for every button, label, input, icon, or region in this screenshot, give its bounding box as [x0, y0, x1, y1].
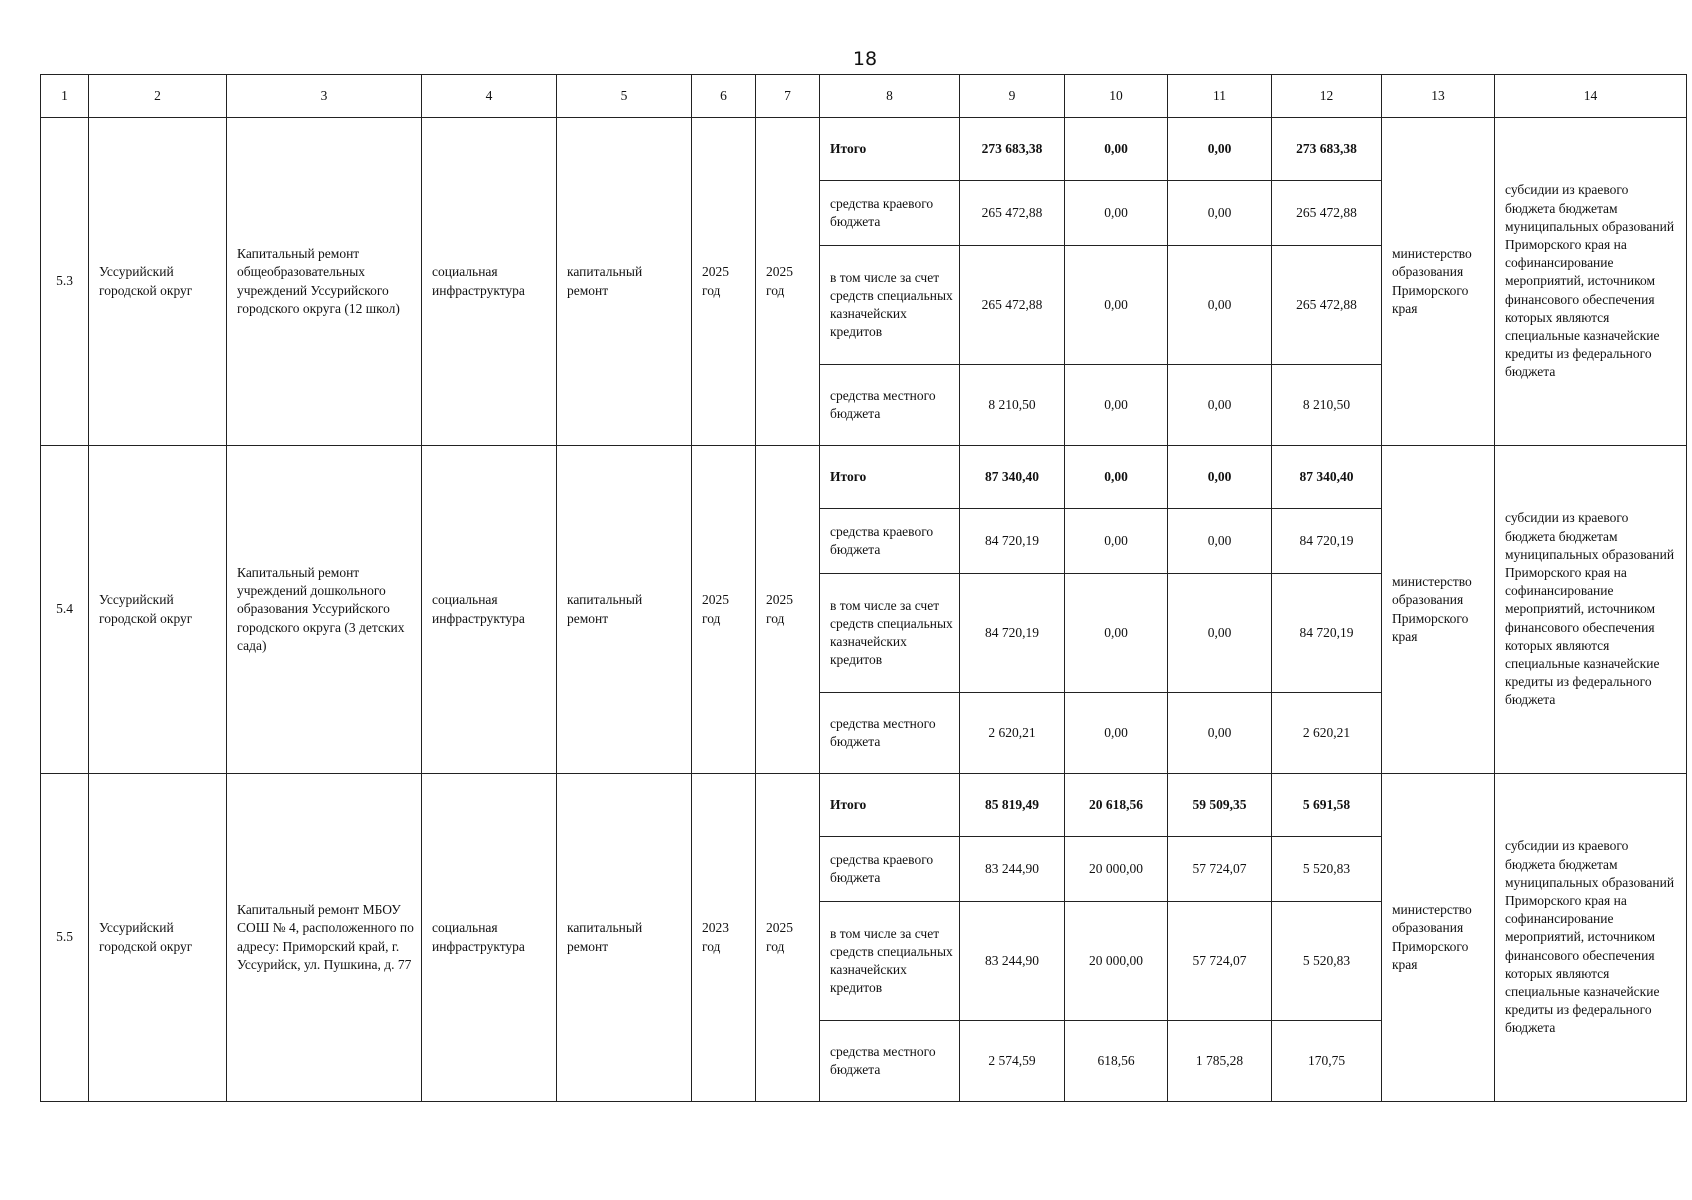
funding-total: 2 620,21	[960, 693, 1065, 774]
funding-total: 83 244,90	[960, 902, 1065, 1021]
funding-2024: 1 785,28	[1168, 1021, 1272, 1102]
municipality: Уссурийский городской округ	[89, 446, 227, 774]
column-header: 12	[1272, 75, 1382, 118]
column-header: 5	[557, 75, 692, 118]
funding-source-label: в том числе за счет средств специальных казначейских кредитов	[820, 246, 960, 365]
funding-2024: 57 724,07	[1168, 837, 1272, 902]
funding-2023: 0,00	[1065, 365, 1168, 446]
funding-2023: 0,00	[1065, 574, 1168, 693]
column-header: 13	[1382, 75, 1495, 118]
funding-2025: 87 340,40	[1272, 446, 1382, 509]
funding-2023: 0,00	[1065, 181, 1168, 246]
object-name: Капитальный ремонт МБОУ СОШ № 4, расположенного по адресу: Приморский край, г. Уссурийск, ул. Пушкина, д. 77	[227, 774, 422, 1102]
funding-2025: 273 683,38	[1272, 118, 1382, 181]
funding-2024: 0,00	[1168, 509, 1272, 574]
column-header: 1	[41, 75, 89, 118]
object-name: Капитальный ремонт общеобразовательных учреждений Уссурийского городского округа (12 школ)	[227, 118, 422, 446]
funding-2025: 84 720,19	[1272, 574, 1382, 693]
funding-2025: 5 691,58	[1272, 774, 1382, 837]
funding-note: субсидии из краевого бюджета бюджетам муниципальных образований Приморского края на софинансирование мероприятий, источником финансового обеспечения которых являются специальные казначейские кредиты из федерального бюджета	[1495, 774, 1687, 1102]
funding-note: субсидии из краевого бюджета бюджетам муниципальных образований Приморского края на софинансирование мероприятий, источником финансового обеспечения которых являются специальные казначейские кредиты из федерального бюджета	[1495, 446, 1687, 774]
column-header: 4	[422, 75, 557, 118]
year-start: 2023 год	[692, 774, 756, 1102]
funding-2023: 0,00	[1065, 693, 1168, 774]
sphere: социальная инфраструктура	[422, 774, 557, 1102]
column-header: 2	[89, 75, 227, 118]
item-number: 5.4	[41, 446, 89, 774]
funding-2025: 170,75	[1272, 1021, 1382, 1102]
funding-2024: 0,00	[1168, 574, 1272, 693]
year-end: 2025 год	[756, 118, 820, 446]
funding-source-label: в том числе за счет средств специальных казначейских кредитов	[820, 574, 960, 693]
sphere: социальная инфраструктура	[422, 446, 557, 774]
column-header: 14	[1495, 75, 1687, 118]
funding-2023: 0,00	[1065, 246, 1168, 365]
funding-2025: 265 472,88	[1272, 246, 1382, 365]
funding-2025: 5 520,83	[1272, 902, 1382, 1021]
funding-2023: 0,00	[1065, 446, 1168, 509]
item-number: 5.5	[41, 774, 89, 1102]
funding-total: 2 574,59	[960, 1021, 1065, 1102]
funding-total: 83 244,90	[960, 837, 1065, 902]
table-row	[41, 118, 1687, 181]
funding-source-label: Итого	[820, 118, 960, 181]
year-start: 2025 год	[692, 446, 756, 774]
funding-2024: 0,00	[1168, 693, 1272, 774]
column-number-row	[41, 75, 1687, 118]
funding-total: 85 819,49	[960, 774, 1065, 837]
funding-note: субсидии из краевого бюджета бюджетам муниципальных образований Приморского края на софинансирование мероприятий, источником финансового обеспечения которых являются специальные казначейские кредиты из федерального бюджета	[1495, 118, 1687, 446]
work-type: капитальный ремонт	[557, 118, 692, 446]
funding-2023: 0,00	[1065, 118, 1168, 181]
funding-2025: 265 472,88	[1272, 181, 1382, 246]
funding-2025: 2 620,21	[1272, 693, 1382, 774]
funding-source-label: средства краевого бюджета	[820, 837, 960, 902]
municipality: Уссурийский городской округ	[89, 774, 227, 1102]
funding-2024: 0,00	[1168, 246, 1272, 365]
funding-2024: 59 509,35	[1168, 774, 1272, 837]
table-row	[41, 446, 1687, 509]
column-header: 11	[1168, 75, 1272, 118]
item-number: 5.3	[41, 118, 89, 446]
funding-total: 265 472,88	[960, 246, 1065, 365]
funding-source-label: Итого	[820, 446, 960, 509]
funding-2023: 20 618,56	[1065, 774, 1168, 837]
responsible-body: министерство образования Приморского края	[1382, 774, 1495, 1102]
table-row	[41, 774, 1687, 837]
funding-source-label: средства краевого бюджета	[820, 509, 960, 574]
municipality: Уссурийский городской округ	[89, 118, 227, 446]
funding-2025: 8 210,50	[1272, 365, 1382, 446]
sphere: социальная инфраструктура	[422, 118, 557, 446]
funding-2024: 57 724,07	[1168, 902, 1272, 1021]
funding-total: 273 683,38	[960, 118, 1065, 181]
funding-source-label: в том числе за счет средств специальных казначейских кредитов	[820, 902, 960, 1021]
funding-source-label: средства местного бюджета	[820, 693, 960, 774]
funding-2024: 0,00	[1168, 181, 1272, 246]
responsible-body: министерство образования Приморского края	[1382, 118, 1495, 446]
column-header: 6	[692, 75, 756, 118]
funding-2025: 84 720,19	[1272, 509, 1382, 574]
funding-total: 87 340,40	[960, 446, 1065, 509]
funding-total: 84 720,19	[960, 509, 1065, 574]
page-number: 18	[852, 48, 878, 70]
funding-2024: 0,00	[1168, 118, 1272, 181]
funding-total: 265 472,88	[960, 181, 1065, 246]
funding-source-label: средства местного бюджета	[820, 365, 960, 446]
object-name: Капитальный ремонт учреждений дошкольного образования Уссурийского городского округа (3 детских сада)	[227, 446, 422, 774]
column-header: 3	[227, 75, 422, 118]
funding-source-label: средства местного бюджета	[820, 1021, 960, 1102]
investment-table	[40, 74, 1687, 1102]
column-header: 7	[756, 75, 820, 118]
funding-2024: 0,00	[1168, 446, 1272, 509]
column-header: 10	[1065, 75, 1168, 118]
funding-2023: 0,00	[1065, 509, 1168, 574]
funding-total: 84 720,19	[960, 574, 1065, 693]
year-start: 2025 год	[692, 118, 756, 446]
funding-2025: 5 520,83	[1272, 837, 1382, 902]
funding-2023: 618,56	[1065, 1021, 1168, 1102]
funding-source-label: Итого	[820, 774, 960, 837]
funding-2024: 0,00	[1168, 365, 1272, 446]
funding-2023: 20 000,00	[1065, 902, 1168, 1021]
work-type: капитальный ремонт	[557, 774, 692, 1102]
year-end: 2025 год	[756, 446, 820, 774]
funding-source-label: средства краевого бюджета	[820, 181, 960, 246]
year-end: 2025 год	[756, 774, 820, 1102]
work-type: капитальный ремонт	[557, 446, 692, 774]
funding-2023: 20 000,00	[1065, 837, 1168, 902]
funding-total: 8 210,50	[960, 365, 1065, 446]
column-header: 9	[960, 75, 1065, 118]
column-header: 8	[820, 75, 960, 118]
responsible-body: министерство образования Приморского края	[1382, 446, 1495, 774]
